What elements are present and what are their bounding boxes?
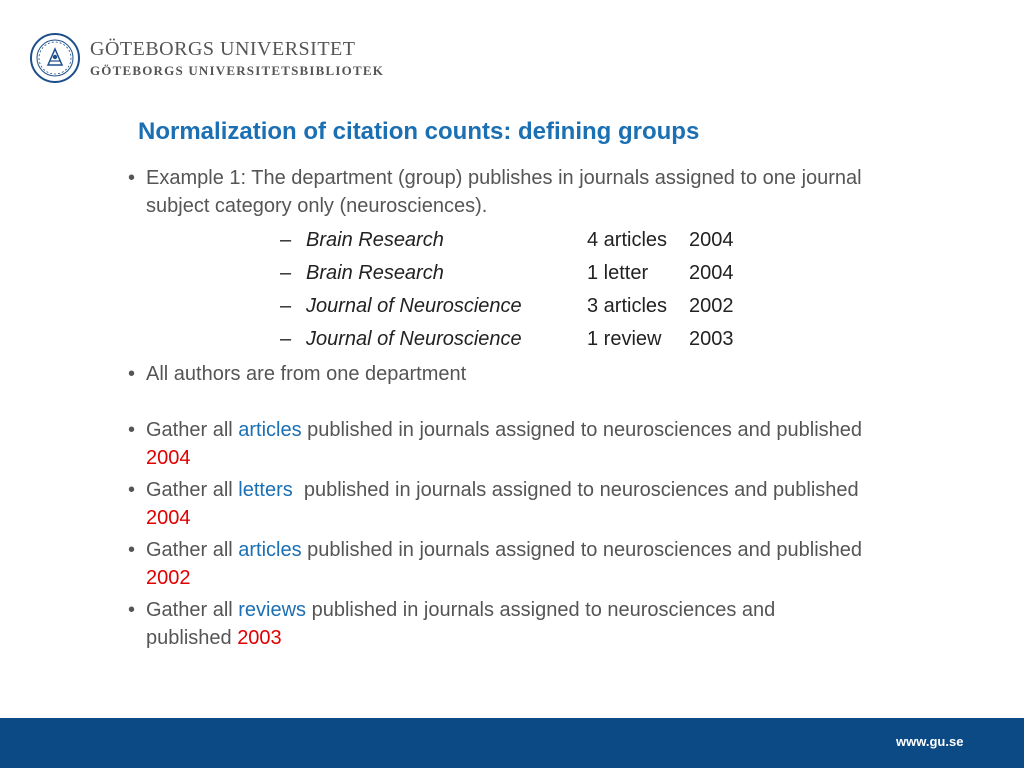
library-name: GÖTEBORGS UNIVERSITETSBIBLIOTEK [90, 62, 385, 78]
publication-row [128, 290, 868, 323]
website-link[interactable]: www.gu.se [896, 734, 964, 749]
publication-count: 1 letter [587, 262, 649, 284]
spacer [128, 388, 868, 416]
dash: – [280, 295, 292, 317]
bullet-example: • Example 1: The department (group) publishes in journals assigned to one journal subject category only (neurosciences). [128, 164, 868, 220]
publication-list [128, 224, 868, 356]
gather-prefix: Gather all [146, 479, 239, 501]
slide-title: Normalization of citation counts: defining groups [138, 118, 700, 145]
publication-type: letters [238, 479, 293, 501]
gather-middle: published in journals assigned to neurosciences and published [292, 479, 865, 501]
bullet-gather-articles-2002 [128, 536, 868, 592]
gather-prefix: Gather all [146, 419, 239, 441]
header-logo [30, 32, 384, 84]
university-name: GÖTEBORGS UNIVERSITET [90, 37, 356, 60]
publication-count: 4 articles [587, 229, 668, 251]
publication-type: articles [238, 419, 302, 441]
publication-year: 2002 [689, 295, 734, 317]
journal-name: Brain Research [306, 229, 444, 251]
publication-row [128, 224, 868, 257]
publication-row [128, 323, 868, 356]
bullet-gather-articles-2004 [128, 416, 868, 472]
university-seal-icon [30, 33, 80, 83]
gather-prefix: Gather all [146, 539, 239, 561]
gather-year: 2004 [146, 447, 191, 469]
dash: – [280, 328, 292, 350]
publication-count: 3 articles [587, 295, 668, 317]
publication-type: reviews [238, 599, 307, 621]
slide-body [128, 164, 868, 652]
publication-count: 1 review [587, 328, 662, 350]
journal-name: Journal of Neuroscience [306, 328, 522, 350]
gather-year: 2002 [146, 567, 191, 589]
gather-middle: published in journals assigned to neurosciences and published [301, 539, 863, 561]
publication-year: 2003 [689, 328, 734, 350]
gather-year: 2003 [237, 627, 282, 649]
gather-middle: published in journals assigned to neurosciences and published [301, 419, 863, 441]
bullet-gather-letters-2004 [128, 476, 868, 532]
publication-year: 2004 [689, 229, 734, 251]
publication-type: articles [238, 539, 302, 561]
journal-name: Brain Research [306, 262, 444, 284]
gather-year: 2004 [146, 507, 191, 529]
dash: – [280, 262, 292, 284]
bullet-gather-reviews-2003 [128, 596, 868, 652]
footer-bar [0, 718, 1024, 768]
publication-year: 2004 [689, 262, 734, 284]
gather-prefix: Gather all [146, 599, 239, 621]
publication-row [128, 257, 868, 290]
journal-name: Journal of Neuroscience [306, 295, 522, 317]
gather-middle: published in journals assigned to neurosciences and published [146, 599, 787, 649]
dash: – [280, 229, 292, 251]
bullet-authors: • All authors are from one department [128, 360, 868, 388]
